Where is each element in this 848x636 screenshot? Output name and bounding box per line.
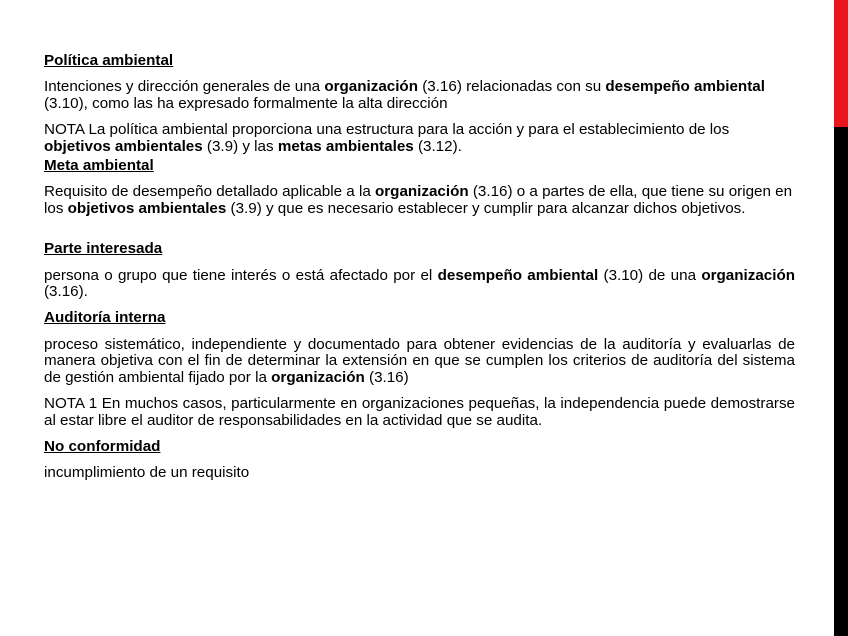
section-no-conformidad <box>44 439 795 482</box>
definitions-content <box>44 53 795 482</box>
note-paragraph: NOTA 1 En muchos casos, particularmente en organizaciones pequeñas, la independencia puede demostrarse al estar libre el auditor de responsabilidades en la actividad que se audita. <box>44 395 795 429</box>
definition-paragraph: proceso sistemático, independiente y documentado para obtener evidencias de la auditoría y evaluarlas de manera objetiva con el fin de determinar la extensión en que se cumplen los criterios de auditoría del sistema de gestión ambiental fijado por la organización (3.16) <box>44 335 795 386</box>
note-paragraph: NOTA La política ambiental proporciona una estructura para la acción y para el establecimiento de los objetivos ambientales (3.9) y las metas ambientales (3.12). <box>44 121 730 155</box>
section-heading: Meta ambiental <box>44 157 154 175</box>
section-heading: Política ambiental <box>44 52 174 69</box>
black-accent-bar <box>834 127 848 636</box>
section-heading: Parte interesada <box>44 240 163 258</box>
definition-paragraph: Intenciones y dirección generales de una organización (3.16) relacionadas con su desempeño ambiental (3.10), como las ha expresado formalmente la alta dirección <box>44 78 765 112</box>
section-auditoria-interna <box>44 310 795 428</box>
definition-paragraph: persona o grupo que tiene interés o está afectado por el desempeño ambiental (3.10) de una organización (3.16). <box>44 266 796 301</box>
section-heading: Auditoría interna <box>44 309 166 327</box>
definition-paragraph: Requisito de desempeño detallado aplicable a la organización (3.16) o a partes de ella, que tiene su origen en los objetivos ambientales (3.9) y que es necesario establecer y cumplir para alcanzar dichos objetivos. <box>44 183 793 217</box>
section-parte-interesada <box>44 241 795 300</box>
section-meta-ambiental <box>44 158 795 217</box>
section-politica-ambiental <box>44 53 795 155</box>
definition-paragraph: incumplimiento de un requisito <box>44 464 250 482</box>
red-accent-bar <box>834 0 848 127</box>
section-heading: No conformidad <box>44 437 161 455</box>
